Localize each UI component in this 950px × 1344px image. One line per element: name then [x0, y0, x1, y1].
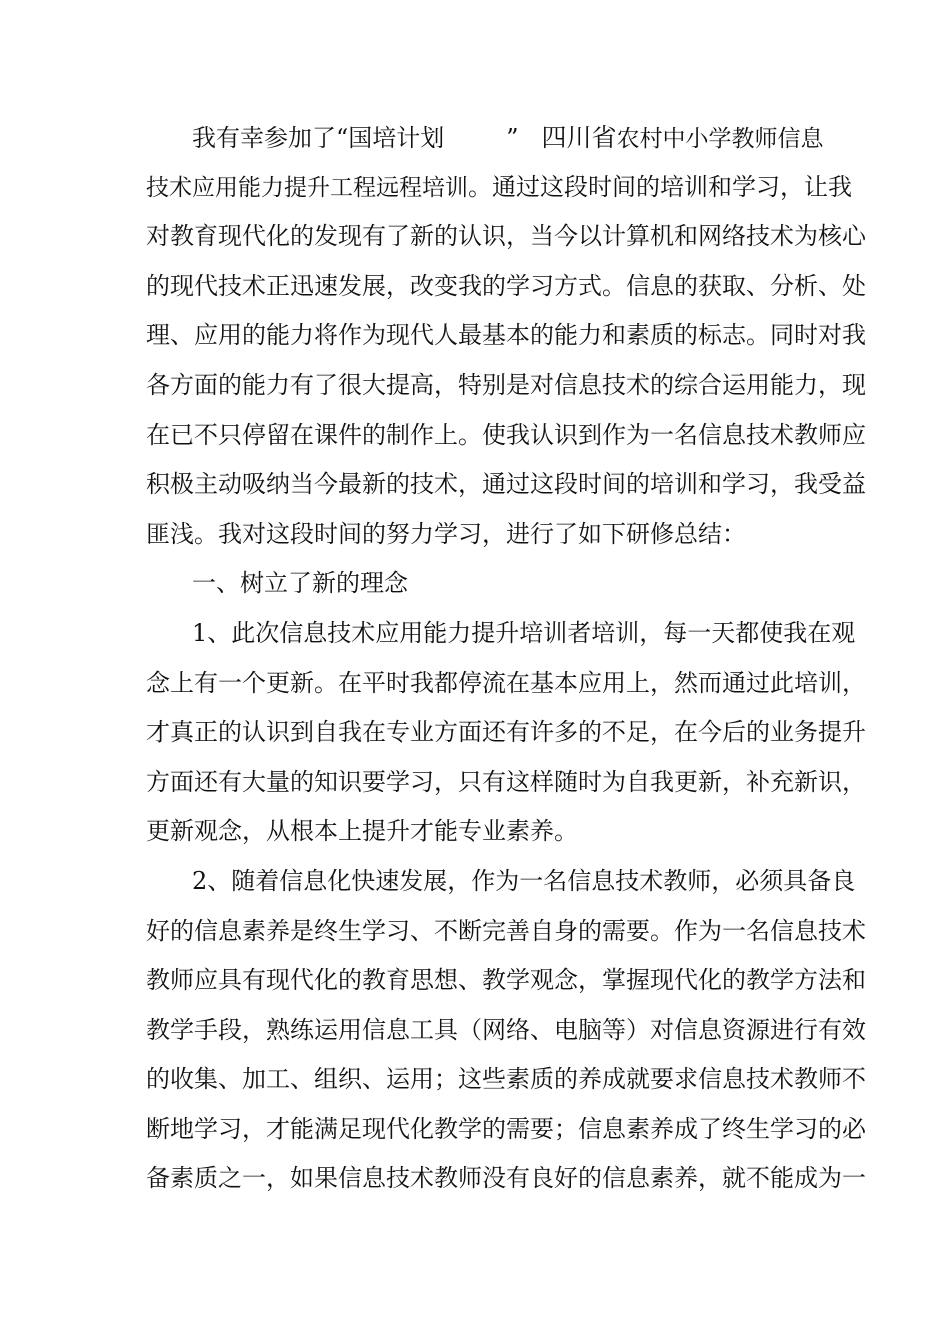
text-segment: 农村中小学教师信息 [616, 126, 824, 152]
paragraph-1-line: 匪浅。我对这段时间的努力学习，进行了如下研修总结： [146, 519, 746, 548]
paragraph-1-line-1 [146, 113, 824, 163]
paragraph-1-line: 的现代技术正迅速发展，改变我的学习方式。信息的获取、分析、处 [146, 271, 866, 300]
text-segment: 。通过这段时间的培训和学习，让我 [468, 172, 852, 201]
paragraph-2-line: 更新观念，从根本上提升才能专业素养。 [146, 817, 578, 846]
paragraph-1-line: 对教育现代化的发现有了新的认识，当今以计算机和网络技术为核心 [146, 222, 866, 251]
text-segment: 我有幸参加了“国培计划 [192, 124, 445, 152]
paragraph-2-line: 方面还有大量的知识要学习，只有这样随时为自我更新，补充新识， [146, 767, 866, 796]
document-body [146, 113, 866, 1204]
paragraph-3-line: 2、随着信息化快速发展，作为一名信息技术教师，必须具备良 [192, 866, 856, 895]
paragraph-3-line: 教师应具有现代化的教育思想、教学观念，掌握现代化的教学方法和 [146, 966, 866, 995]
paragraph-2-line: 才真正的认识到自我在专业方面还有许多的不足，在今后的业务提升 [146, 718, 866, 747]
paragraph-1-line: 积极主动吸纳当今最新的技术，通过这段时间的培训和学习，我受益 [146, 470, 866, 499]
text-segment: ” [506, 124, 519, 152]
paragraph-3-line: 的收集、加工、组织、运用；这些素质的养成就要求信息技术教师不 [146, 1065, 866, 1094]
paragraph-1-line: 各方面的能力有了很大提高，特别是对信息技术的综合运用能力，现 [146, 370, 866, 399]
text-segment-province: 四川省 [541, 123, 617, 152]
paragraph-1-line: 理、应用的能力将作为现代人最基本的能力和素质的标志。同时对我 [146, 321, 866, 350]
paragraph-1-line: 在已不只停留在课件的制作上。使我认识到作为一名信息技术教师应 [146, 420, 866, 449]
text-segment: 技术应用能力提升工程远程培训 [146, 174, 468, 201]
paragraph-3-line: 断地学习，才能满足现代化教学的需要；信息素养成了终生学习的必 [146, 1114, 866, 1143]
paragraph-3-line: 教学手段，熟练运用信息工具（网络、电脑等）对信息资源进行有效 [146, 1015, 866, 1044]
section-heading: 一、树立了新的理念 [192, 569, 408, 598]
paragraph-3-line: 好的信息素养是终生学习、不断完善自身的需要。作为一名信息技术 [146, 916, 866, 945]
paragraph-1-line-2 [146, 163, 852, 213]
paragraph-2-line: 1、此次信息技术应用能力提升培训者培训，每一天都使我在观 [192, 618, 856, 647]
paragraph-2-line: 念上有一个更新。在平时我都停流在基本应用上，然而通过此培训， [146, 668, 866, 697]
paragraph-3-line: 备素质之一，如果信息技术教师没有良好的信息素养，就不能成为一 [146, 1164, 866, 1193]
